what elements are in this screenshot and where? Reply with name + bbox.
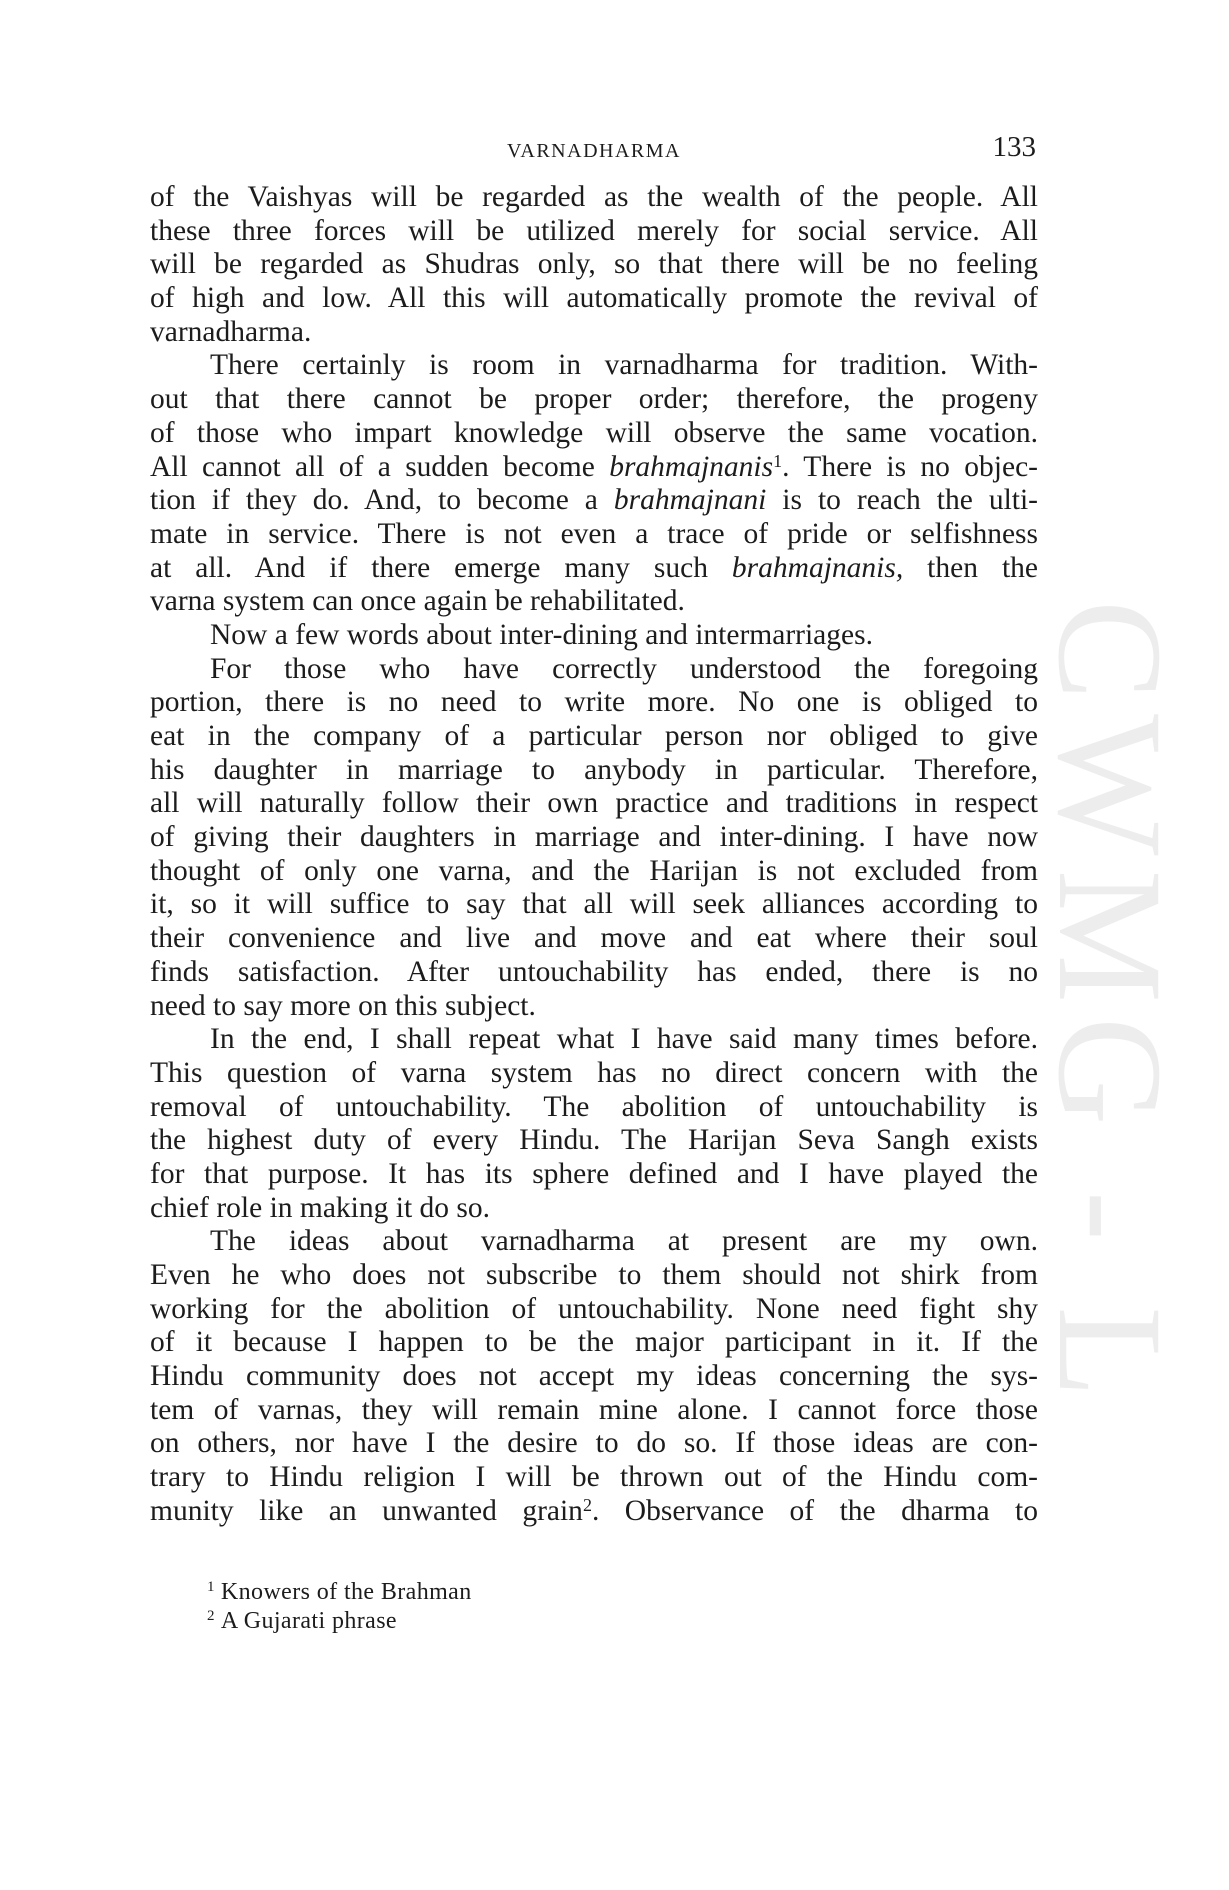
text-line: There certainly is room in varnadharma for tradition. With- — [210, 349, 1038, 382]
text-line: varna system can once again be rehabilitated. — [150, 585, 685, 618]
text-run: All cannot all of a sudden become — [150, 450, 610, 483]
text-line: his daughter in marriage to anybody in particular. Therefore, — [150, 753, 1038, 786]
footnote-ref: 1 — [773, 450, 783, 471]
text-line: Hindu community does not accept my ideas concerning the sys- — [150, 1360, 1038, 1393]
footnote-ref: 2 — [582, 1494, 592, 1515]
footnote-text: Knowers of the Brahman — [220, 1579, 472, 1605]
text-line: need to say more on this subject. — [150, 989, 536, 1022]
watermark — [1020, 600, 1200, 1400]
footnotes — [207, 1578, 472, 1636]
footnote-mark: 1 — [207, 1579, 215, 1595]
text-line: Now a few words about inter-dining and intermarriages. — [210, 618, 873, 651]
text-line: chief role in making it do so. — [150, 1191, 490, 1224]
text-line: on others, nor have I the desire to do so. If those ideas are con- — [150, 1427, 1038, 1460]
text-line — [150, 484, 1038, 518]
text-line: This question of varna system has no direct concern with the — [150, 1056, 1038, 1089]
text-line: trary to Hindu religion I will be thrown out of the Hindu com- — [150, 1461, 1038, 1494]
text-line: thought of only one varna, and the Harijan is not excluded from — [150, 854, 1038, 887]
text-line — [150, 552, 1038, 586]
text-run: is to reach the ulti- — [766, 484, 1038, 517]
text-line: these three forces will be utilized merely for social service. All — [150, 214, 1038, 247]
text-line: of high and low. All this will automatically promote the revival of — [150, 282, 1038, 315]
text-run: munity like an unwanted grain — [150, 1494, 583, 1527]
text-line: working for the abolition of untouchability. None need fight shy — [150, 1292, 1038, 1325]
text-line: of the Vaishyas will be regarded as the wealth of the people. All — [150, 181, 1038, 213]
text-line: In the end, I shall repeat what I have said many times before. — [210, 1023, 1038, 1056]
text-run: . Observance of the dharma to — [591, 1494, 1039, 1527]
text-line: tem of varnas, they will remain mine alone. I cannot force those — [150, 1393, 1038, 1426]
text-run: tion if they do. And, to become a — [150, 484, 614, 517]
text-line: the highest duty of every Hindu. The Harijan Seva Sangh exists — [150, 1124, 1038, 1157]
text-line: The ideas about varnadharma at present are my own. — [210, 1225, 1038, 1258]
text-line: out that there cannot be proper order; therefore, the progeny — [150, 383, 1038, 416]
text-line: their convenience and live and move and eat where their soul — [150, 922, 1038, 955]
footnote-mark: 2 — [207, 1608, 215, 1624]
text-line: it, so it will suffice to say that all will seek alliances according to — [150, 888, 1038, 921]
text-line: removal of untouchability. The abolition of untouchability is — [150, 1090, 1038, 1123]
text-line: mate in service. There is not even a trace of pride or selfishness — [150, 517, 1038, 550]
watermark-text: CWMG - LIV — [1027, 600, 1193, 1400]
text-run: . There is no objec- — [782, 450, 1038, 483]
italic-term: brahmajnani — [613, 484, 767, 517]
text-run: at all. And if there emerge many such — [150, 551, 732, 584]
page-header — [150, 131, 1038, 171]
italic-term: brahmajnanis, — [731, 551, 904, 584]
text-run: then the — [903, 551, 1038, 584]
italic-term: brahmajnanis — [609, 450, 774, 483]
text-line: eat in the company of a particular person nor obliged to give — [150, 720, 1038, 752]
text-line: will be regarded as Shudras only, so that there will be no feeling — [150, 248, 1038, 281]
text-line: of giving their daughters in marriage and inter-dining. I have now — [150, 821, 1038, 854]
text-line: for that purpose. It has its sphere defined and I have played the — [150, 1157, 1038, 1190]
running-head: VARNADHARMA — [507, 140, 681, 162]
text-line: finds satisfaction. After untouchability has ended, there is no — [150, 955, 1038, 988]
text-line: Even he who does not subscribe to them should not shirk from — [150, 1259, 1038, 1291]
text-line: of it because I happen to be the major participant in it. If the — [150, 1326, 1038, 1359]
text-line: varnadharma. — [150, 315, 312, 348]
text-line: portion, there is no need to write more. No one is obliged to — [150, 686, 1038, 719]
text-line — [150, 451, 1038, 485]
footnote — [207, 1607, 472, 1636]
footnote — [207, 1578, 472, 1607]
footnote-text: A Gujarati phrase — [220, 1608, 397, 1634]
text-line — [150, 1495, 1038, 1529]
text-line: For those who have correctly understood the foregoing — [210, 652, 1038, 685]
text-line: all will naturally follow their own practice and traditions in respect — [150, 787, 1038, 820]
page-number: 133 — [992, 131, 1036, 163]
text-line: of those who impart knowledge will observe the same vocation. — [150, 416, 1038, 449]
body-text — [150, 181, 1038, 1529]
